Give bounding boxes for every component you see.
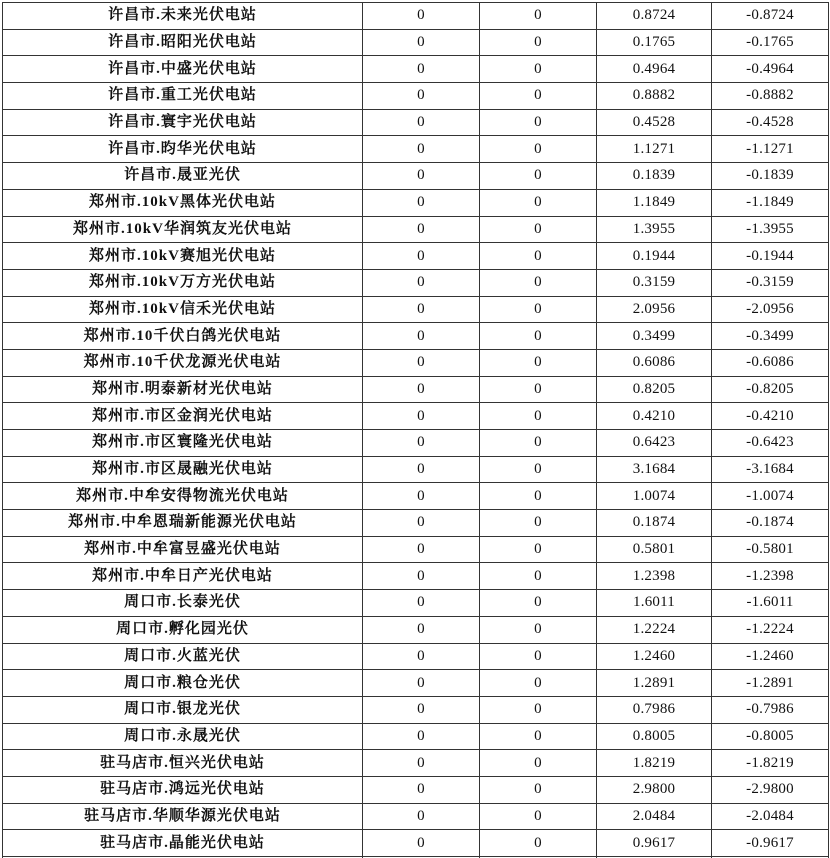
- cell-station-name: 郑州市.中牟安得物流光伏电站: [3, 483, 363, 510]
- table-row: [3, 670, 829, 697]
- cell-value-4: -0.5801: [712, 536, 829, 563]
- cell-value-2: 0: [480, 403, 597, 430]
- cell-value-3: 1.3955: [597, 216, 712, 243]
- table-row: [3, 536, 829, 563]
- cell-value-3: 2.0956: [597, 296, 712, 323]
- cell-value-4: -1.8219: [712, 750, 829, 777]
- cell-station-name: 周口市.银龙光伏: [3, 696, 363, 723]
- table-row: [3, 430, 829, 457]
- cell-value-1: 0: [363, 296, 480, 323]
- cell-value-3: 0.6423: [597, 430, 712, 457]
- cell-value-3: 1.2460: [597, 643, 712, 670]
- table-row: [3, 616, 829, 643]
- cell-value-4: -2.0956: [712, 296, 829, 323]
- cell-value-3: 0.1944: [597, 243, 712, 270]
- cell-value-3: 0.1874: [597, 510, 712, 537]
- cell-value-2: 0: [480, 296, 597, 323]
- cell-value-1: 0: [363, 483, 480, 510]
- cell-station-name: 郑州市.中牟富昱盛光伏电站: [3, 536, 363, 563]
- cell-value-2: 0: [480, 536, 597, 563]
- table-row: [3, 830, 829, 857]
- cell-value-1: 0: [363, 536, 480, 563]
- cell-value-2: 0: [480, 803, 597, 830]
- table-row: [3, 29, 829, 56]
- cell-value-2: 0: [480, 510, 597, 537]
- cell-station-name: 郑州市.市区金润光伏电站: [3, 403, 363, 430]
- cell-station-name: 周口市.永晟光伏: [3, 723, 363, 750]
- cell-value-4: -1.3955: [712, 216, 829, 243]
- table-row: [3, 456, 829, 483]
- cell-station-name: 郑州市.10千伏白鸽光伏电站: [3, 323, 363, 350]
- cell-value-1: 0: [363, 563, 480, 590]
- table-row: [3, 590, 829, 617]
- cell-value-4: -0.1839: [712, 163, 829, 190]
- cell-station-name: 郑州市.10kV万方光伏电站: [3, 269, 363, 296]
- cell-value-4: -0.6423: [712, 430, 829, 457]
- cell-value-2: 0: [480, 483, 597, 510]
- cell-station-name: 郑州市.市区寰隆光伏电站: [3, 430, 363, 457]
- cell-station-name: 郑州市.10kV赛旭光伏电站: [3, 243, 363, 270]
- cell-value-1: 0: [363, 3, 480, 30]
- cell-value-3: 1.6011: [597, 590, 712, 617]
- cell-value-1: 0: [363, 643, 480, 670]
- cell-value-4: -0.3159: [712, 269, 829, 296]
- pv-station-table: [2, 2, 829, 858]
- cell-station-name: 许昌市.晟亚光伏: [3, 163, 363, 190]
- cell-value-2: 0: [480, 3, 597, 30]
- cell-value-4: -0.3499: [712, 323, 829, 350]
- cell-value-2: 0: [480, 323, 597, 350]
- cell-value-2: 0: [480, 723, 597, 750]
- cell-station-name: 驻马店市.晶能光伏电站: [3, 830, 363, 857]
- cell-value-3: 1.2891: [597, 670, 712, 697]
- cell-station-name: 郑州市.10千伏龙源光伏电站: [3, 349, 363, 376]
- cell-value-2: 0: [480, 616, 597, 643]
- cell-value-4: -0.1944: [712, 243, 829, 270]
- table-row: [3, 349, 829, 376]
- cell-value-2: 0: [480, 243, 597, 270]
- cell-station-name: 驻马店市.恒兴光伏电站: [3, 750, 363, 777]
- cell-value-1: 0: [363, 56, 480, 83]
- cell-value-2: 0: [480, 563, 597, 590]
- cell-value-4: -1.6011: [712, 590, 829, 617]
- cell-value-3: 0.6086: [597, 349, 712, 376]
- cell-value-1: 0: [363, 243, 480, 270]
- cell-value-3: 1.1849: [597, 189, 712, 216]
- cell-station-name: 郑州市.市区晟融光伏电站: [3, 456, 363, 483]
- table-row: [3, 696, 829, 723]
- cell-value-1: 0: [363, 83, 480, 110]
- cell-value-4: -0.1874: [712, 510, 829, 537]
- cell-value-3: 0.3499: [597, 323, 712, 350]
- cell-value-2: 0: [480, 83, 597, 110]
- table-row: [3, 269, 829, 296]
- cell-station-name: 郑州市.中牟日产光伏电站: [3, 563, 363, 590]
- cell-value-3: 1.0074: [597, 483, 712, 510]
- cell-station-name: 许昌市.未来光伏电站: [3, 3, 363, 30]
- cell-value-1: 0: [363, 430, 480, 457]
- cell-station-name: 周口市.粮仓光伏: [3, 670, 363, 697]
- table-row: [3, 56, 829, 83]
- cell-value-1: 0: [363, 323, 480, 350]
- cell-value-4: -2.9800: [712, 776, 829, 803]
- cell-value-2: 0: [480, 136, 597, 163]
- cell-value-2: 0: [480, 376, 597, 403]
- cell-value-3: 2.0484: [597, 803, 712, 830]
- cell-value-3: 0.1839: [597, 163, 712, 190]
- cell-value-3: 0.8724: [597, 3, 712, 30]
- cell-value-4: -0.9617: [712, 830, 829, 857]
- cell-value-4: -1.0074: [712, 483, 829, 510]
- cell-value-3: 0.3159: [597, 269, 712, 296]
- cell-value-2: 0: [480, 430, 597, 457]
- cell-value-1: 0: [363, 590, 480, 617]
- cell-station-name: 郑州市.10kV信禾光伏电站: [3, 296, 363, 323]
- cell-station-name: 许昌市.寰宇光伏电站: [3, 109, 363, 136]
- cell-value-3: 1.2398: [597, 563, 712, 590]
- cell-value-1: 0: [363, 456, 480, 483]
- cell-station-name: 郑州市.明泰新材光伏电站: [3, 376, 363, 403]
- cell-value-1: 0: [363, 696, 480, 723]
- cell-value-1: 0: [363, 750, 480, 777]
- cell-value-3: 0.4528: [597, 109, 712, 136]
- table-row: [3, 403, 829, 430]
- table-row: [3, 3, 829, 30]
- cell-value-1: 0: [363, 376, 480, 403]
- cell-value-4: -0.8882: [712, 83, 829, 110]
- cell-value-3: 2.9800: [597, 776, 712, 803]
- cell-value-1: 0: [363, 269, 480, 296]
- table-row: [3, 83, 829, 110]
- cell-value-4: -0.8005: [712, 723, 829, 750]
- cell-value-1: 0: [363, 29, 480, 56]
- cell-value-1: 0: [363, 616, 480, 643]
- cell-value-3: 0.9617: [597, 830, 712, 857]
- cell-value-3: 0.8882: [597, 83, 712, 110]
- cell-value-4: -2.0484: [712, 803, 829, 830]
- cell-station-name: 郑州市.中牟恩瑞新能源光伏电站: [3, 510, 363, 537]
- cell-value-2: 0: [480, 643, 597, 670]
- cell-value-4: -1.2891: [712, 670, 829, 697]
- cell-value-2: 0: [480, 29, 597, 56]
- cell-value-4: -0.8205: [712, 376, 829, 403]
- cell-value-3: 0.1765: [597, 29, 712, 56]
- cell-value-3: 1.2224: [597, 616, 712, 643]
- table-row: [3, 243, 829, 270]
- cell-value-4: -0.7986: [712, 696, 829, 723]
- cell-value-4: -3.1684: [712, 456, 829, 483]
- table-row: [3, 376, 829, 403]
- cell-value-2: 0: [480, 109, 597, 136]
- table-row: [3, 643, 829, 670]
- cell-value-1: 0: [363, 723, 480, 750]
- cell-station-name: 周口市.孵化园光伏: [3, 616, 363, 643]
- cell-station-name: 许昌市.重工光伏电站: [3, 83, 363, 110]
- cell-station-name: 许昌市.昭阳光伏电站: [3, 29, 363, 56]
- cell-station-name: 周口市.火蓝光伏: [3, 643, 363, 670]
- cell-value-1: 0: [363, 349, 480, 376]
- cell-value-2: 0: [480, 670, 597, 697]
- table-row: [3, 776, 829, 803]
- cell-value-2: 0: [480, 189, 597, 216]
- cell-value-3: 1.8219: [597, 750, 712, 777]
- table-row: [3, 723, 829, 750]
- table-row: [3, 483, 829, 510]
- cell-value-4: -1.1271: [712, 136, 829, 163]
- cell-station-name: 郑州市.10kV华润筑友光伏电站: [3, 216, 363, 243]
- cell-station-name: 周口市.长泰光伏: [3, 590, 363, 617]
- cell-value-4: -0.4964: [712, 56, 829, 83]
- cell-value-3: 0.5801: [597, 536, 712, 563]
- table-row: [3, 136, 829, 163]
- cell-value-2: 0: [480, 269, 597, 296]
- cell-value-1: 0: [363, 403, 480, 430]
- cell-value-4: -0.8724: [712, 3, 829, 30]
- table-body: [3, 3, 829, 858]
- cell-value-2: 0: [480, 456, 597, 483]
- cell-value-4: -1.2460: [712, 643, 829, 670]
- cell-value-3: 0.8205: [597, 376, 712, 403]
- cell-value-1: 0: [363, 136, 480, 163]
- table-row: [3, 296, 829, 323]
- cell-value-1: 0: [363, 670, 480, 697]
- table-row: [3, 216, 829, 243]
- cell-value-1: 0: [363, 216, 480, 243]
- cell-station-name: 许昌市.昀华光伏电站: [3, 136, 363, 163]
- cell-value-3: 1.1271: [597, 136, 712, 163]
- cell-value-1: 0: [363, 189, 480, 216]
- cell-station-name: 许昌市.中盛光伏电站: [3, 56, 363, 83]
- cell-value-4: -1.2224: [712, 616, 829, 643]
- table-row: [3, 803, 829, 830]
- cell-value-2: 0: [480, 750, 597, 777]
- cell-value-2: 0: [480, 349, 597, 376]
- table-row: [3, 109, 829, 136]
- cell-value-4: -0.6086: [712, 349, 829, 376]
- cell-station-name: 驻马店市.华顺华源光伏电站: [3, 803, 363, 830]
- cell-value-2: 0: [480, 590, 597, 617]
- cell-value-2: 0: [480, 56, 597, 83]
- cell-value-1: 0: [363, 776, 480, 803]
- cell-value-2: 0: [480, 163, 597, 190]
- cell-value-3: 0.8005: [597, 723, 712, 750]
- cell-value-4: -1.1849: [712, 189, 829, 216]
- table-row: [3, 163, 829, 190]
- cell-value-2: 0: [480, 696, 597, 723]
- table-row: [3, 563, 829, 590]
- cell-value-1: 0: [363, 830, 480, 857]
- table-row: [3, 189, 829, 216]
- cell-value-4: -0.4528: [712, 109, 829, 136]
- cell-value-1: 0: [363, 109, 480, 136]
- cell-value-4: -0.4210: [712, 403, 829, 430]
- cell-value-1: 0: [363, 163, 480, 190]
- cell-value-1: 0: [363, 510, 480, 537]
- cell-value-4: -0.1765: [712, 29, 829, 56]
- cell-value-3: 0.7986: [597, 696, 712, 723]
- cell-value-2: 0: [480, 776, 597, 803]
- cell-value-4: -1.2398: [712, 563, 829, 590]
- table-row: [3, 510, 829, 537]
- cell-value-3: 0.4210: [597, 403, 712, 430]
- cell-value-1: 0: [363, 803, 480, 830]
- cell-value-2: 0: [480, 830, 597, 857]
- cell-value-2: 0: [480, 216, 597, 243]
- cell-value-3: 0.4964: [597, 56, 712, 83]
- table-row: [3, 323, 829, 350]
- table-row: [3, 750, 829, 777]
- cell-station-name: 郑州市.10kV黑体光伏电站: [3, 189, 363, 216]
- cell-value-3: 3.1684: [597, 456, 712, 483]
- cell-station-name: 驻马店市.鸿远光伏电站: [3, 776, 363, 803]
